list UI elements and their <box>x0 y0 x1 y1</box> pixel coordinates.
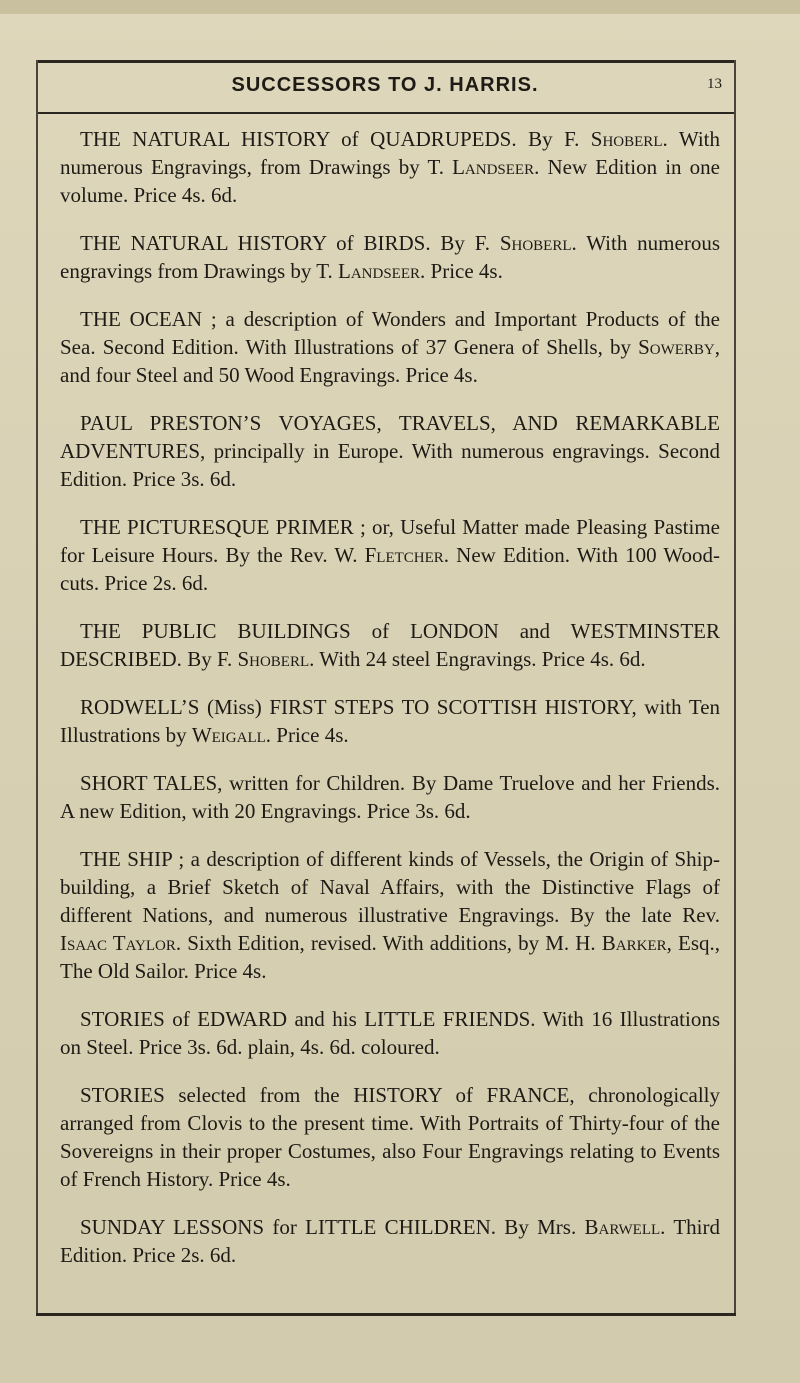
entry-text: With numerous engravings from Drawings by T. <box>60 231 720 283</box>
entry-the-ship <box>60 845 720 985</box>
entry-text: Sixth Edition, revised. With additions, by M. H. <box>181 931 602 955</box>
entry-stories-of-edward <box>60 1005 720 1061</box>
entry-text: Esq., The Old Sailor. Price 4s. <box>60 931 720 983</box>
entry-text: Price 4s. <box>425 259 503 283</box>
entry-text: By Mrs. <box>496 1215 585 1239</box>
left-rule <box>36 60 38 1315</box>
entry-author: Shoberl. <box>237 647 315 671</box>
entry-natural-history-quadrupeds <box>60 125 720 209</box>
page-top-edge <box>0 0 800 14</box>
entry-the-ocean <box>60 305 720 389</box>
entry-title: THE SHIP <box>80 847 172 871</box>
entry-text: By F. <box>430 231 500 255</box>
entry-title: STORIES selected from the HISTORY of FRANCE, <box>80 1083 575 1107</box>
entry-text: principally in Europe. With numerous engravings. Second Edition. Price 3s. 6d. <box>60 439 720 491</box>
catalogue-entries <box>60 125 720 1289</box>
entry-title: THE OCEAN <box>80 307 203 331</box>
entry-title: RODWELL’S (Miss) FIRST STEPS TO SCOTTISH HISTORY, <box>80 695 637 719</box>
entry-paul-preston <box>60 409 720 493</box>
entry-text: With numerous Engravings, from Drawings by T. <box>60 127 720 179</box>
entry-text: ; or, Useful Matter made Pleasing Pastime for Leisure Hours. By the Rev. W. <box>60 515 720 567</box>
entry-text: By F. <box>181 647 238 671</box>
entry-author: Weigall. <box>191 723 272 747</box>
entry-picturesque-primer <box>60 513 720 597</box>
entry-text: with Ten Illustrations by <box>60 695 721 747</box>
entry-author: Fletcher. <box>364 543 450 567</box>
entry-rodwell-scottish-history <box>60 693 720 749</box>
entry-title: PAUL PRESTON’S VOYAGES, TRAVELS, AND REMARKABLE ADVENTURES, <box>60 411 720 463</box>
entry-text: With 16 Illustrations on Steel. Price 3s. 6d. plain, 4s. 6d. coloured. <box>60 1007 721 1059</box>
entry-text: and four Steel and 50 Wood Engravings. Price 4s. <box>60 363 478 387</box>
entry-title: SHORT TALES, <box>80 771 223 795</box>
entry-public-buildings <box>60 617 720 673</box>
entry-text: Price 4s. <box>271 723 349 747</box>
entry-short-tales <box>60 769 720 825</box>
entry-text: By F. <box>516 127 591 151</box>
page-header <box>40 62 730 110</box>
entry-text: New Edition in one volume. Price 4s. 6d. <box>60 155 720 207</box>
entry-illustrator: Landseer. <box>338 259 426 283</box>
bottom-rule <box>36 1313 736 1316</box>
running-head: SUCCESSORS TO J. HARRIS. <box>231 74 539 96</box>
entry-sunday-lessons <box>60 1213 720 1269</box>
entry-text: Third Edition. Price 2s. 6d. <box>60 1215 720 1267</box>
entry-author: Shoberl. <box>590 127 668 151</box>
entry-title: THE NATURAL HISTORY of BIRDS. <box>80 231 431 255</box>
entry-author: Shoberl. <box>499 231 577 255</box>
entry-title: STORIES of EDWARD and his LITTLE FRIENDS. <box>80 1007 536 1031</box>
entry-title: THE PUBLIC BUILDINGS of LONDON and WESTMINSTER DESCRIBED. <box>60 619 720 671</box>
entry-stories-history-france <box>60 1081 720 1193</box>
page-number: 13 <box>707 76 722 92</box>
entry-author: Sowerby, <box>638 335 720 359</box>
entry-title: THE PICTURESQUE PRIMER <box>80 515 354 539</box>
entry-text: ; a description of different kinds of Vessels, the Origin of Ship-building, a Brief Sketch of Naval Affairs, with the Distinctive Flags of different Nations, and numerous illustrative Engravings. By the late Rev. <box>60 847 721 927</box>
entry-illustrator: Barker, <box>601 931 672 955</box>
entry-author: Isaac Taylor. <box>60 931 182 955</box>
entry-text: ; a description of Wonders and Important Products of the Sea. Second Edition. With Illustrations of 37 Genera of Shells, by <box>60 307 720 359</box>
entry-illustrator: Landseer. <box>452 155 540 179</box>
entry-text: written for Children. By Dame Truelove and her Friends. A new Edition, with 20 Engravings. Price 3s. 6d. <box>60 771 720 823</box>
entry-text: With 24 steel Engravings. Price 4s. 6d. <box>314 647 646 671</box>
entry-author: Barwell. <box>584 1215 666 1239</box>
right-rule <box>734 60 736 1315</box>
entry-title: SUNDAY LESSONS for LITTLE CHILDREN. <box>80 1215 497 1239</box>
entry-natural-history-birds <box>60 229 720 285</box>
entry-title: THE NATURAL HISTORY of QUADRUPEDS. <box>80 127 517 151</box>
entry-text: New Edition. With 100 Wood-cuts. Price 2s. 6d. <box>60 543 720 595</box>
header-rule <box>36 112 736 114</box>
entry-text: chronologically arranged from Clovis to the present time. With Portraits of Thirty-four of the Sovereigns in their proper Costumes, also Four Engravings relating to Events of French History. Price 4s. <box>60 1083 720 1191</box>
